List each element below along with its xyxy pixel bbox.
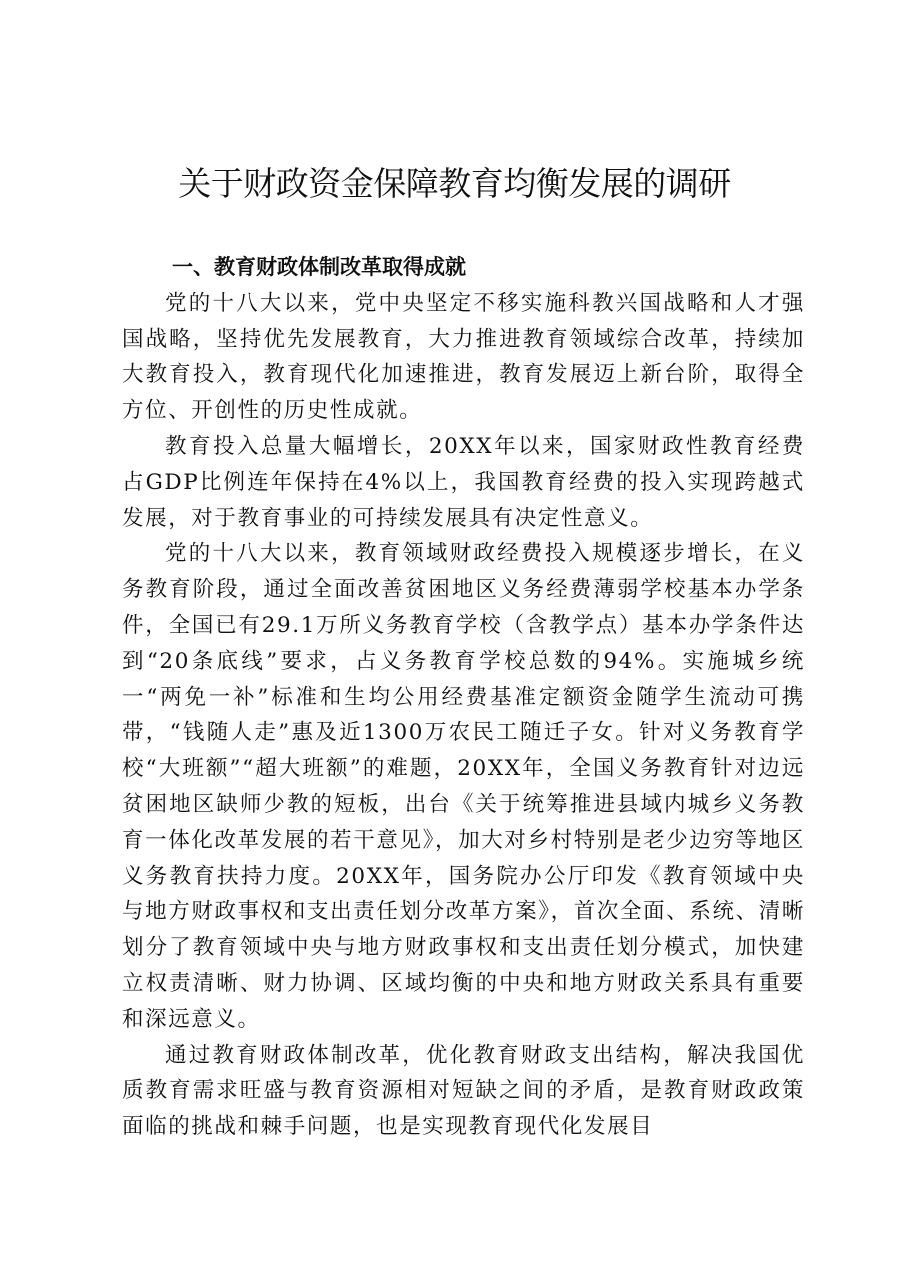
paragraph: 党的十八大以来，党中央坚定不移实施科教兴国战略和人才强国战略，坚持优先发展教育，大力推进教育领域综合改革，持续加大教育投入，教育现代化加速推进，教育发展迈上新台阶，取得全方位、开创性的历史性成就。 xyxy=(122,290,805,424)
paragraph: 通过教育财政体制改革，优化教育财政支出结构，解决我国优质教育需求旺盛与教育资源相对短缺之间的矛盾，是教育财政政策面临的挑战和棘手问题，也是实现教育现代化发展目 xyxy=(122,1042,805,1140)
document-title: 关于财政资金保障教育均衡发展的调研 xyxy=(178,164,731,203)
paragraph: 教育投入总量大幅增长，20XX年以来，国家财政性教育经费占GDP比例连年保持在4%以上，我国教育经费的投入实现跨越式发展，对于教育事业的可持续发展具有决定性意义。 xyxy=(122,433,805,531)
paragraph: 党的十八大以来，教育领域财政经费投入规模逐步增长，在义务教育阶段，通过全面改善贫困地区义务经费薄弱学校基本办学条件，全国已有29.1万所义务教育学校（含教学点）基本办学条件达到“20条底线”要求，占义务教育学校总数的94%。实施城乡统一“两免一补”标准和生均公用经费基准定额资金随学生流动可携带，“钱随人走”惠及近1300万农民工随迁子女。针对义务教育学校“大班额”“超大班额”的难题，20XX年，全国义务教育针对边远贫困地区缺师少教的短板，出台《关于统筹推进县域内城乡义务教育一体化改革发展的若干意见》，加大对乡村特别是老少边穷等地区义务教育扶持力度。20XX年，国务院办公厅印发《教育领域中央与地方财政事权和支出责任划分改革方案》，首次全面、系统、清晰划分了教育领域中央与地方财政事权和支出责任划分模式，加快建立权责清晰、财力协调、区域均衡的中央和地方财政关系具有重要和深远意义。 xyxy=(122,541,805,1032)
document-body xyxy=(122,250,805,1145)
section-heading: 一、教育财政体制改革取得成就 xyxy=(172,255,466,279)
